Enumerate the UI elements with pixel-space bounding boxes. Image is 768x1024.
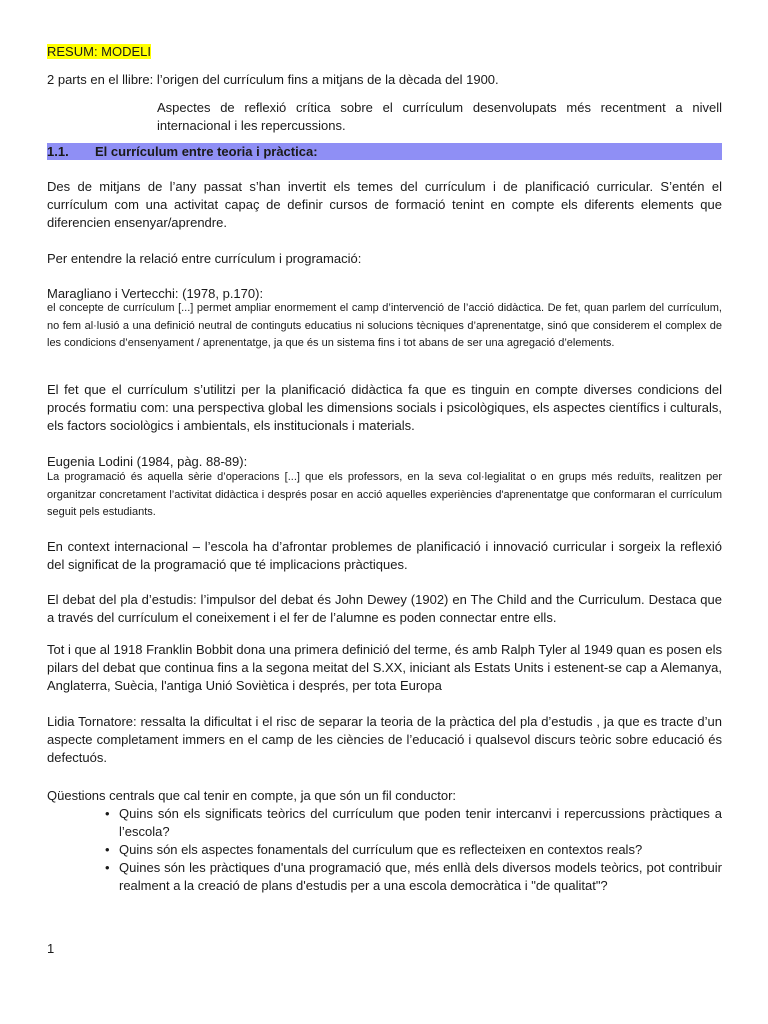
bullet-icon: • — [105, 842, 110, 857]
section-number: 1.1. — [47, 144, 69, 159]
list-item — [0, 805, 768, 841]
block-quote: el concepte de currículum [...] permet ampliar enormement el camp d’intervenció de l’acció didàctica. De fet, quan parlem del currículum, no fem al·lusió a una definició neutral de continguts educatius ni solucions tècniques d’aprenentatge, sinó que considerem el complex de les condicions d’ensenyament / aprenentatge, ja que és un sistema fins i tot abans de ser una agregació d’elements. — [47, 302, 722, 349]
list-item — [0, 859, 768, 895]
paragraph: Qüestions centrals que cal tenir en compte, ja que són un fil conductor: — [47, 788, 457, 803]
paragraph: Des de mitjans de l’any passat s’han invertit els temes del currículum i de planificació curricular. S’entén el currículum com una activitat capaç de definir cursos de formació tenint en compte els diferents elements que diferencien ensenyar/aprendre. — [47, 179, 722, 230]
paragraph: Per entendre la relació entre currículum i programació: — [47, 251, 362, 266]
section-heading — [47, 143, 722, 160]
list-item-text: Quines són les pràctiques d'una programació que, més enllà dels diversos models teòrics, pot contribuir realment a la creació de plans d'estudis per a una escola democràtica i "de qualitat"? — [119, 860, 722, 893]
list-item-text: Quins són els significats teòrics del currículum que poden tenir intercanvi i repercussions pràctiques a l’escola? — [119, 806, 722, 839]
paragraph: El fet que el currículum s’utilitzi per la planificació didàctica fa que es tinguin en compte diverses condicions del procés formatiu com: una perspectiva global les dimensions socials i psicològiques, els aspectes científics i culturals, els factors sociològics i ambientals, els institucionals i materials. — [47, 382, 722, 433]
highlighted-heading: RESUM: MODELI — [47, 44, 152, 59]
bullet-icon: • — [105, 860, 110, 875]
reference-author: Eugenia Lodini (1984, pàg. 88-89): — [47, 454, 248, 469]
page-number: 1 — [47, 941, 55, 956]
intro-line: 2 parts en el llibre: l’origen del currículum fins a mitjans de la dècada del 1900. — [47, 72, 499, 87]
list-item — [0, 841, 768, 859]
section-title: El currículum entre teoria i pràctica: — [95, 144, 318, 159]
paragraph: En context internacional – l’escola ha d’afrontar problemes de planificació i innovació curricular i sorgeix la reflexió del significat de la programació que té implicacions pràctiques. — [47, 539, 722, 572]
paragraph: Lidia Tornatore: ressalta la dificultat i el risc de separar la teoria de la pràctica del pla d’estudis , ja que es tracte d’un aspecte completament immers en el camp de les ciències de l’educació i qualsevol discurs teòric sobre educació és defectuós. — [47, 714, 722, 765]
bullet-icon: • — [105, 806, 110, 821]
questions-list — [0, 805, 768, 895]
doc-heading — [47, 43, 722, 61]
paragraph: Tot i que al 1918 Franklin Bobbit dona una primera definició del terme, és amb Ralph Tyler al 1949 quan es posen els pilars del debat que continua fins a la segona meitat del S.XX, iniciant als Estats Units i estenent-se cap a Alemanya, Anglaterra, Suècia, l'antiga Unió Soviètica i després, per tota Europa — [47, 642, 722, 693]
block-quote: La programació és aquella sèrie d’operacions [...] que els professors, en la seva col·legialitat o en grups més reduïts, realitzen per organitzar concretament l’activitat didàctica i després posar en acció aquelles experiències d'aprenentatge que conformaran el currículum seguit pels estudiants. — [47, 471, 722, 518]
intro-indented: Aspectes de reflexió crítica sobre el currículum desenvolupats més recentment a nivell internacional i les repercussions. — [157, 100, 722, 133]
list-item-text: Quins són els aspectes fonamentals del currículum que es reflecteixen en contextos reals? — [119, 842, 643, 857]
reference-author: Maragliano i Vertecchi: (1978, p.170): — [47, 286, 264, 301]
paragraph: El debat del pla d’estudis: l’impulsor del debat és John Dewey (1902) en The Child and the Curriculum. Destaca que a través del currículum el coneixement i el fer de l’alumne es poden connectar entre ells. — [47, 592, 722, 625]
